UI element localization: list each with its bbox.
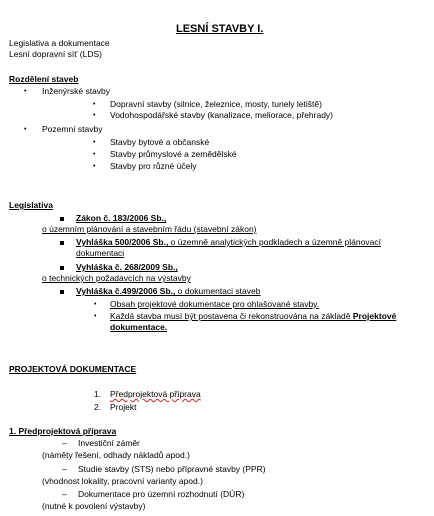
- vyhlaska-268-desc: o technických požadavcích na výstavby: [42, 273, 191, 283]
- item-studie-stavby: Studie stavby (STS) nebo přípravné stavby (PPR): [78, 464, 266, 474]
- group-label-inzenyrske: Inženýrské stavby: [42, 86, 111, 96]
- list-item-prumyslove: Stavby průmyslové a zemědělské: [110, 149, 237, 159]
- numbered-marker-1: 1.: [94, 389, 102, 399]
- vyhlaska-500-desc-cont: dokumentaci: [76, 248, 125, 258]
- intro-line-2: Lesní dopravní síť (LDS): [9, 49, 102, 59]
- bullet-dot: •: [93, 163, 96, 170]
- dash-marker: –: [62, 489, 67, 499]
- vyhlaska-499-sub-2: [110, 311, 396, 322]
- numbered-item-1-text: Předprojektová příprava: [110, 389, 201, 399]
- bullet-dot: •: [93, 151, 96, 158]
- law-vyhlaska-499: [76, 286, 260, 297]
- numbered-item-predprojektova: [110, 389, 201, 400]
- bullet-square: [60, 266, 64, 270]
- vyhlaska-499-number: Vyhláška č.499/2006 Sb.,: [76, 286, 176, 296]
- law-zakon-183: Zákon č. 183/2006 Sb.,: [76, 213, 167, 223]
- item-investicni-zamer-note: (náměty řešení, odhady nákladů apod.): [42, 450, 190, 460]
- item-dur: Dokumentace pro územní rozhodnutí (DÚR): [78, 489, 245, 499]
- vyhlaska-500-number: Vyhláška 500/2006 Sb.,: [76, 237, 169, 247]
- dash-marker: –: [62, 464, 67, 474]
- heading-legislativa: Legislativa: [9, 200, 53, 210]
- bullet-dot: •: [93, 112, 96, 119]
- vyhlaska-499-sub-1: Obsah projektové dokumentace pro ohlašované stavby.: [110, 299, 320, 309]
- page-title: LESNÍ STAVBY I.: [176, 23, 264, 35]
- numbered-item-projekt: Projekt: [110, 402, 137, 412]
- vyhlaska-499-desc: o dokumentaci staveb: [175, 286, 261, 296]
- heading-predprojektova: 1. Předprojektová příprava: [9, 426, 117, 436]
- list-item-dopravni: Dopravní stavby (silnice, železnice, mosty, tunely letiště): [110, 99, 322, 109]
- bullet-dot: •: [94, 301, 97, 308]
- heading-projektova-dokumentace: PROJEKTOVÁ DOKUMENTACE: [9, 364, 137, 374]
- item-investicni-zamer: Investiční záměr: [78, 438, 140, 448]
- intro-line-1: Legislativa a dokumentace: [9, 38, 110, 48]
- item-dur-note: (nutné k povolení výstavby): [42, 501, 146, 511]
- dash-marker: –: [62, 438, 67, 448]
- law-vyhlaska-500: [76, 237, 381, 248]
- law-zakon-desc: o územním plánování a stavebním řádu (stavební zákon): [42, 224, 257, 234]
- bullet-square: [60, 290, 64, 294]
- bullet-dot: •: [94, 313, 97, 320]
- sub-2-bold: Projektové: [352, 311, 397, 321]
- bullet-dot: •: [24, 126, 27, 133]
- bullet-square: [60, 241, 64, 245]
- numbered-marker-2: 2.: [94, 402, 102, 412]
- sub-2-text: Každá stavba musí být postavena či rekonstruována na základě: [110, 311, 353, 321]
- bullet-dot: •: [93, 139, 96, 146]
- list-item-vodohospodarske: Vodohospodářské stavby (kanalizace, meliorace, přehrady): [110, 110, 334, 120]
- bullet-square: [60, 217, 64, 221]
- bullet-dot: •: [93, 101, 96, 108]
- list-item-ruzne: Stavby pro různé účely: [110, 161, 197, 171]
- group-label-pozemni: Pozemní stavby: [42, 124, 103, 134]
- law-vyhlaska-268: Vyhláška č. 268/2009 Sb.,: [76, 262, 178, 272]
- item-studie-stavby-note: (vhodnost lokality, pracovní varianty apod.): [42, 476, 203, 486]
- list-item-bytove: Stavby bytové a občanské: [110, 137, 210, 147]
- vyhlaska-499-sub-2-cont: dokumentace.: [110, 322, 168, 332]
- bullet-dot: •: [24, 88, 27, 95]
- vyhlaska-500-desc: o územně analytických podkladech a územně plánovací: [168, 237, 381, 247]
- heading-rozdeleni: Rozdělení staveb: [9, 74, 79, 84]
